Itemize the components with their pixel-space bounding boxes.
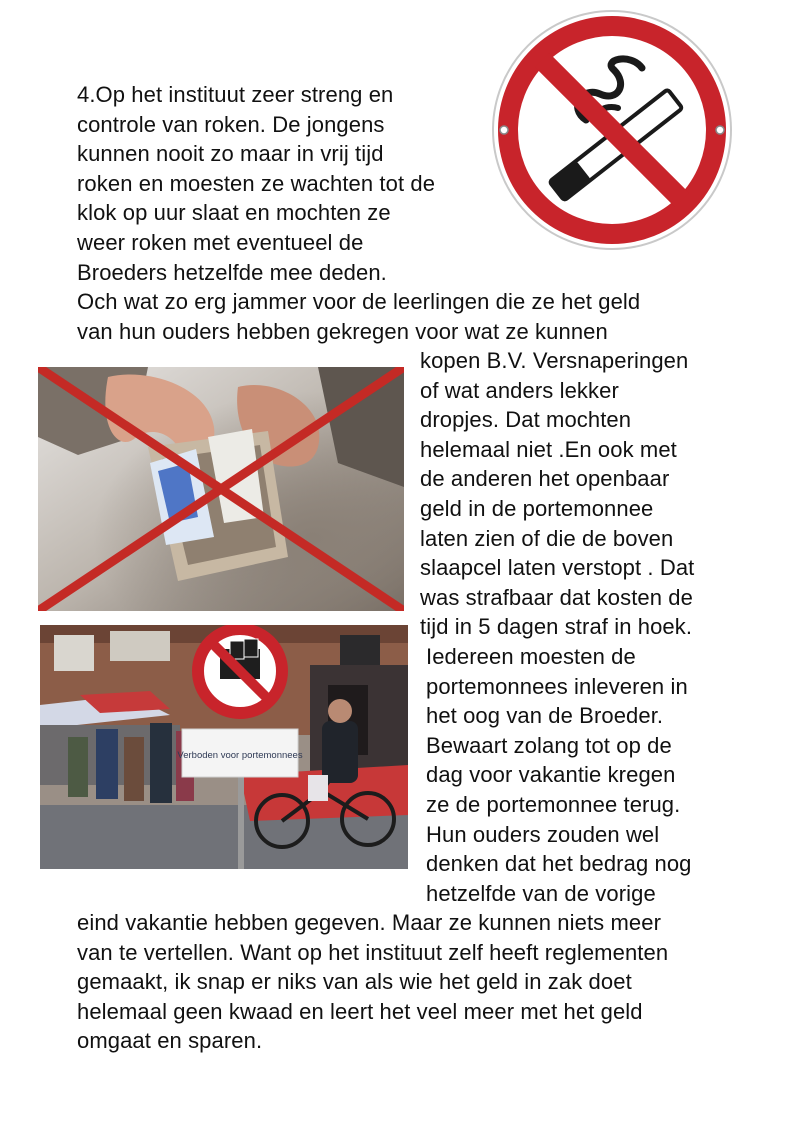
paragraph-line: helemaal geen kwaad en leert het veel meer met het geld [77, 998, 643, 1024]
paragraph-line: eind vakantie hebben gegeven. Maar ze kunnen niets meer [77, 910, 661, 935]
crossed-out-wallet-photo [38, 367, 404, 611]
paragraph-line: Och wat zo erg jammer voor de leerlingen die ze het geld [77, 289, 641, 315]
paragraph-line: denken dat het bedrag nog [426, 851, 692, 877]
no-smoking-sign-icon [490, 8, 734, 252]
paragraph-line: portemonnees inleveren in [426, 673, 688, 699]
paragraph-line: helemaal niet .En ook met [420, 436, 677, 462]
paragraph-line: geld in de portemonnee [420, 496, 654, 521]
paragraph-line: kunnen nooit zo maar in vrij tijd [77, 141, 384, 167]
paragraph-line: omgaat en sparen. [77, 1028, 263, 1054]
paragraph-line: of wat anders lekker [420, 377, 619, 403]
paragraph-line: dag voor vakantie kregen [426, 762, 676, 788]
paragraph-line: dropjes. Dat mochten [420, 407, 632, 433]
paragraph-line: van te vertellen. Want op het instituut zelf heeft reglementen [77, 939, 669, 965]
paragraph-line: klok op uur slaat en mochten ze [77, 200, 391, 226]
paragraph-line: Iedereen moesten de [426, 644, 636, 669]
paragraph-line: slaapcel laten verstopt . Dat [420, 555, 695, 581]
paragraph-line: kopen B.V. Versnaperingen [420, 348, 689, 373]
paragraph-line: roken en moesten ze wachten tot de [77, 170, 436, 196]
paragraph-line: Broeders hetzelfde mee deden. [77, 259, 387, 285]
paragraph-line: weer roken met eventueel de [77, 230, 364, 255]
paragraph-line: controle van roken. De jongens [77, 111, 385, 137]
paragraph-line: gemaakt, ik snap er niks van als wie het geld in zak doet [77, 969, 632, 995]
paragraph-line: 4.Op het instituut zeer streng en [77, 82, 394, 107]
paragraph-line: Bewaart zolang tot op de [426, 732, 672, 758]
paragraph-line: tijd in 5 dagen straf in hoek. [420, 614, 693, 640]
paragraph-line: laten zien of die de boven [420, 525, 674, 551]
paragraph-line: het oog van de Broeder. [426, 703, 664, 729]
paragraph-line: was strafbaar dat kosten de [420, 584, 693, 610]
street-sign-text: Verboden voor portemonnees [177, 750, 303, 761]
paragraph-line: hetzelfde van de vorige [426, 880, 656, 906]
paragraph-line: Hun ouders zouden wel [426, 821, 660, 847]
paragraph-line: ze de portemonnee terug. [426, 792, 681, 817]
paragraph-line: de anderen het openbaar [420, 466, 670, 492]
street-prohibition-sign-photo [40, 625, 408, 869]
paragraph-line: van hun ouders hebben gekregen voor wat ze kunnen [77, 318, 608, 344]
